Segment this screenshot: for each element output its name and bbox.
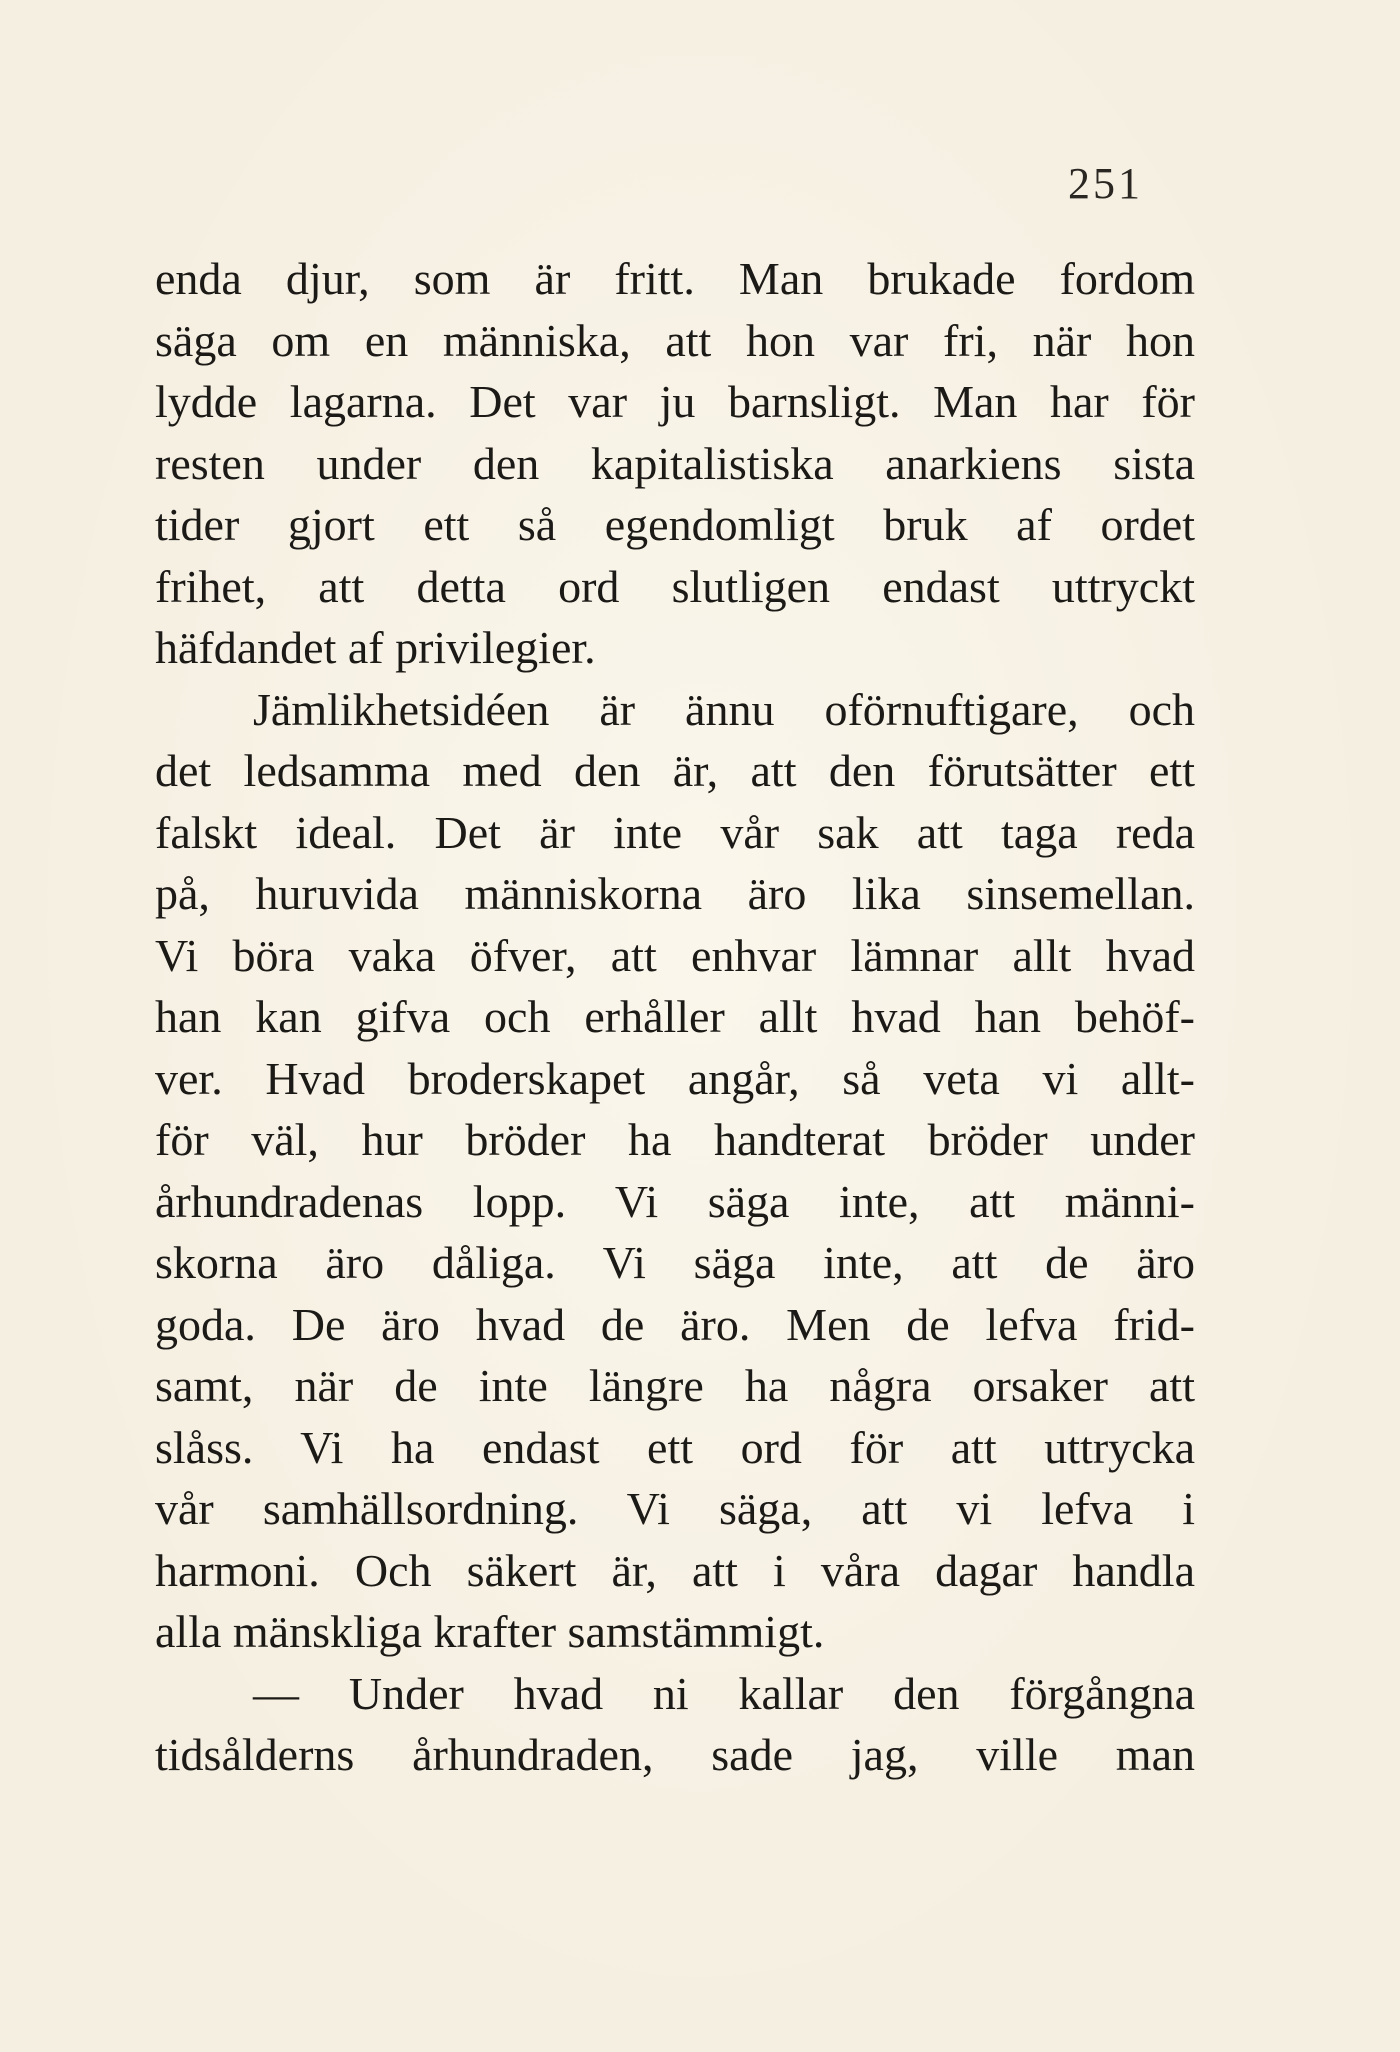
text-line: århundradenas lopp. Vi säga inte, att männi- xyxy=(155,1175,1195,1227)
text-line: resten under den kapitalistiska anarkiens sista xyxy=(155,437,1195,489)
text-line: för väl, hur bröder ha handterat bröder under xyxy=(155,1114,1195,1165)
paragraph-2 xyxy=(155,679,1195,1663)
paragraph-3 xyxy=(155,1663,1195,1786)
paragraph-1 xyxy=(155,248,1195,679)
text-line: ver. Hvad broderskapet angår, så veta vi allt- xyxy=(155,1052,1195,1104)
text-line: det ledsamma med den är, att den förutsätter ett xyxy=(155,745,1195,796)
text-line: falskt ideal. Det är inte vår sak att taga reda xyxy=(155,806,1195,858)
text-line: tidsålderns århundraden, sade jag, ville man xyxy=(155,1729,1195,1780)
text-line: enda djur, som är fritt. Man brukade fordom xyxy=(155,253,1195,304)
text-line: häfdandet af privilegier. xyxy=(155,622,596,673)
text-line: frihet, att detta ord slutligen endast uttryckt xyxy=(155,560,1195,612)
text-line: på, huruvida människorna äro lika sinsemellan. xyxy=(155,868,1195,919)
page-number: 251 xyxy=(1068,159,1143,208)
text-line: skorna äro dåliga. Vi säga inte, att de äro xyxy=(155,1237,1195,1288)
text-line: samt, när de inte längre ha några orsaker att xyxy=(155,1360,1195,1411)
text-line: han kan gifva och erhåller allt hvad han behöf- xyxy=(155,991,1195,1042)
text-line: Vi böra vaka öfver, att enhvar lämnar allt hvad xyxy=(155,929,1195,981)
text-line: lydde lagarna. Det var ju barnsligt. Man har för xyxy=(155,376,1195,427)
text-line: goda. De äro hvad de äro. Men de lefva frid- xyxy=(155,1298,1195,1350)
text-line: harmoni. Och säkert är, att i våra dagar handla xyxy=(155,1544,1195,1596)
text-line: slåss. Vi ha endast ett ord för att uttrycka xyxy=(155,1421,1195,1473)
text-line: alla mänskliga krafter samstämmigt. xyxy=(155,1606,825,1657)
text-line: Jämlikhetsidéen är ännu oförnuftigare, och xyxy=(253,683,1195,735)
text-line: — Under hvad ni kallar den förgångna xyxy=(253,1667,1195,1719)
body-text xyxy=(155,248,1195,1786)
text-line: tider gjort ett så egendomligt bruk af ordet xyxy=(155,499,1195,550)
text-line: vår samhällsordning. Vi säga, att vi lefva i xyxy=(155,1483,1195,1534)
text-line: säga om en människa, att hon var fri, när hon xyxy=(155,314,1195,366)
